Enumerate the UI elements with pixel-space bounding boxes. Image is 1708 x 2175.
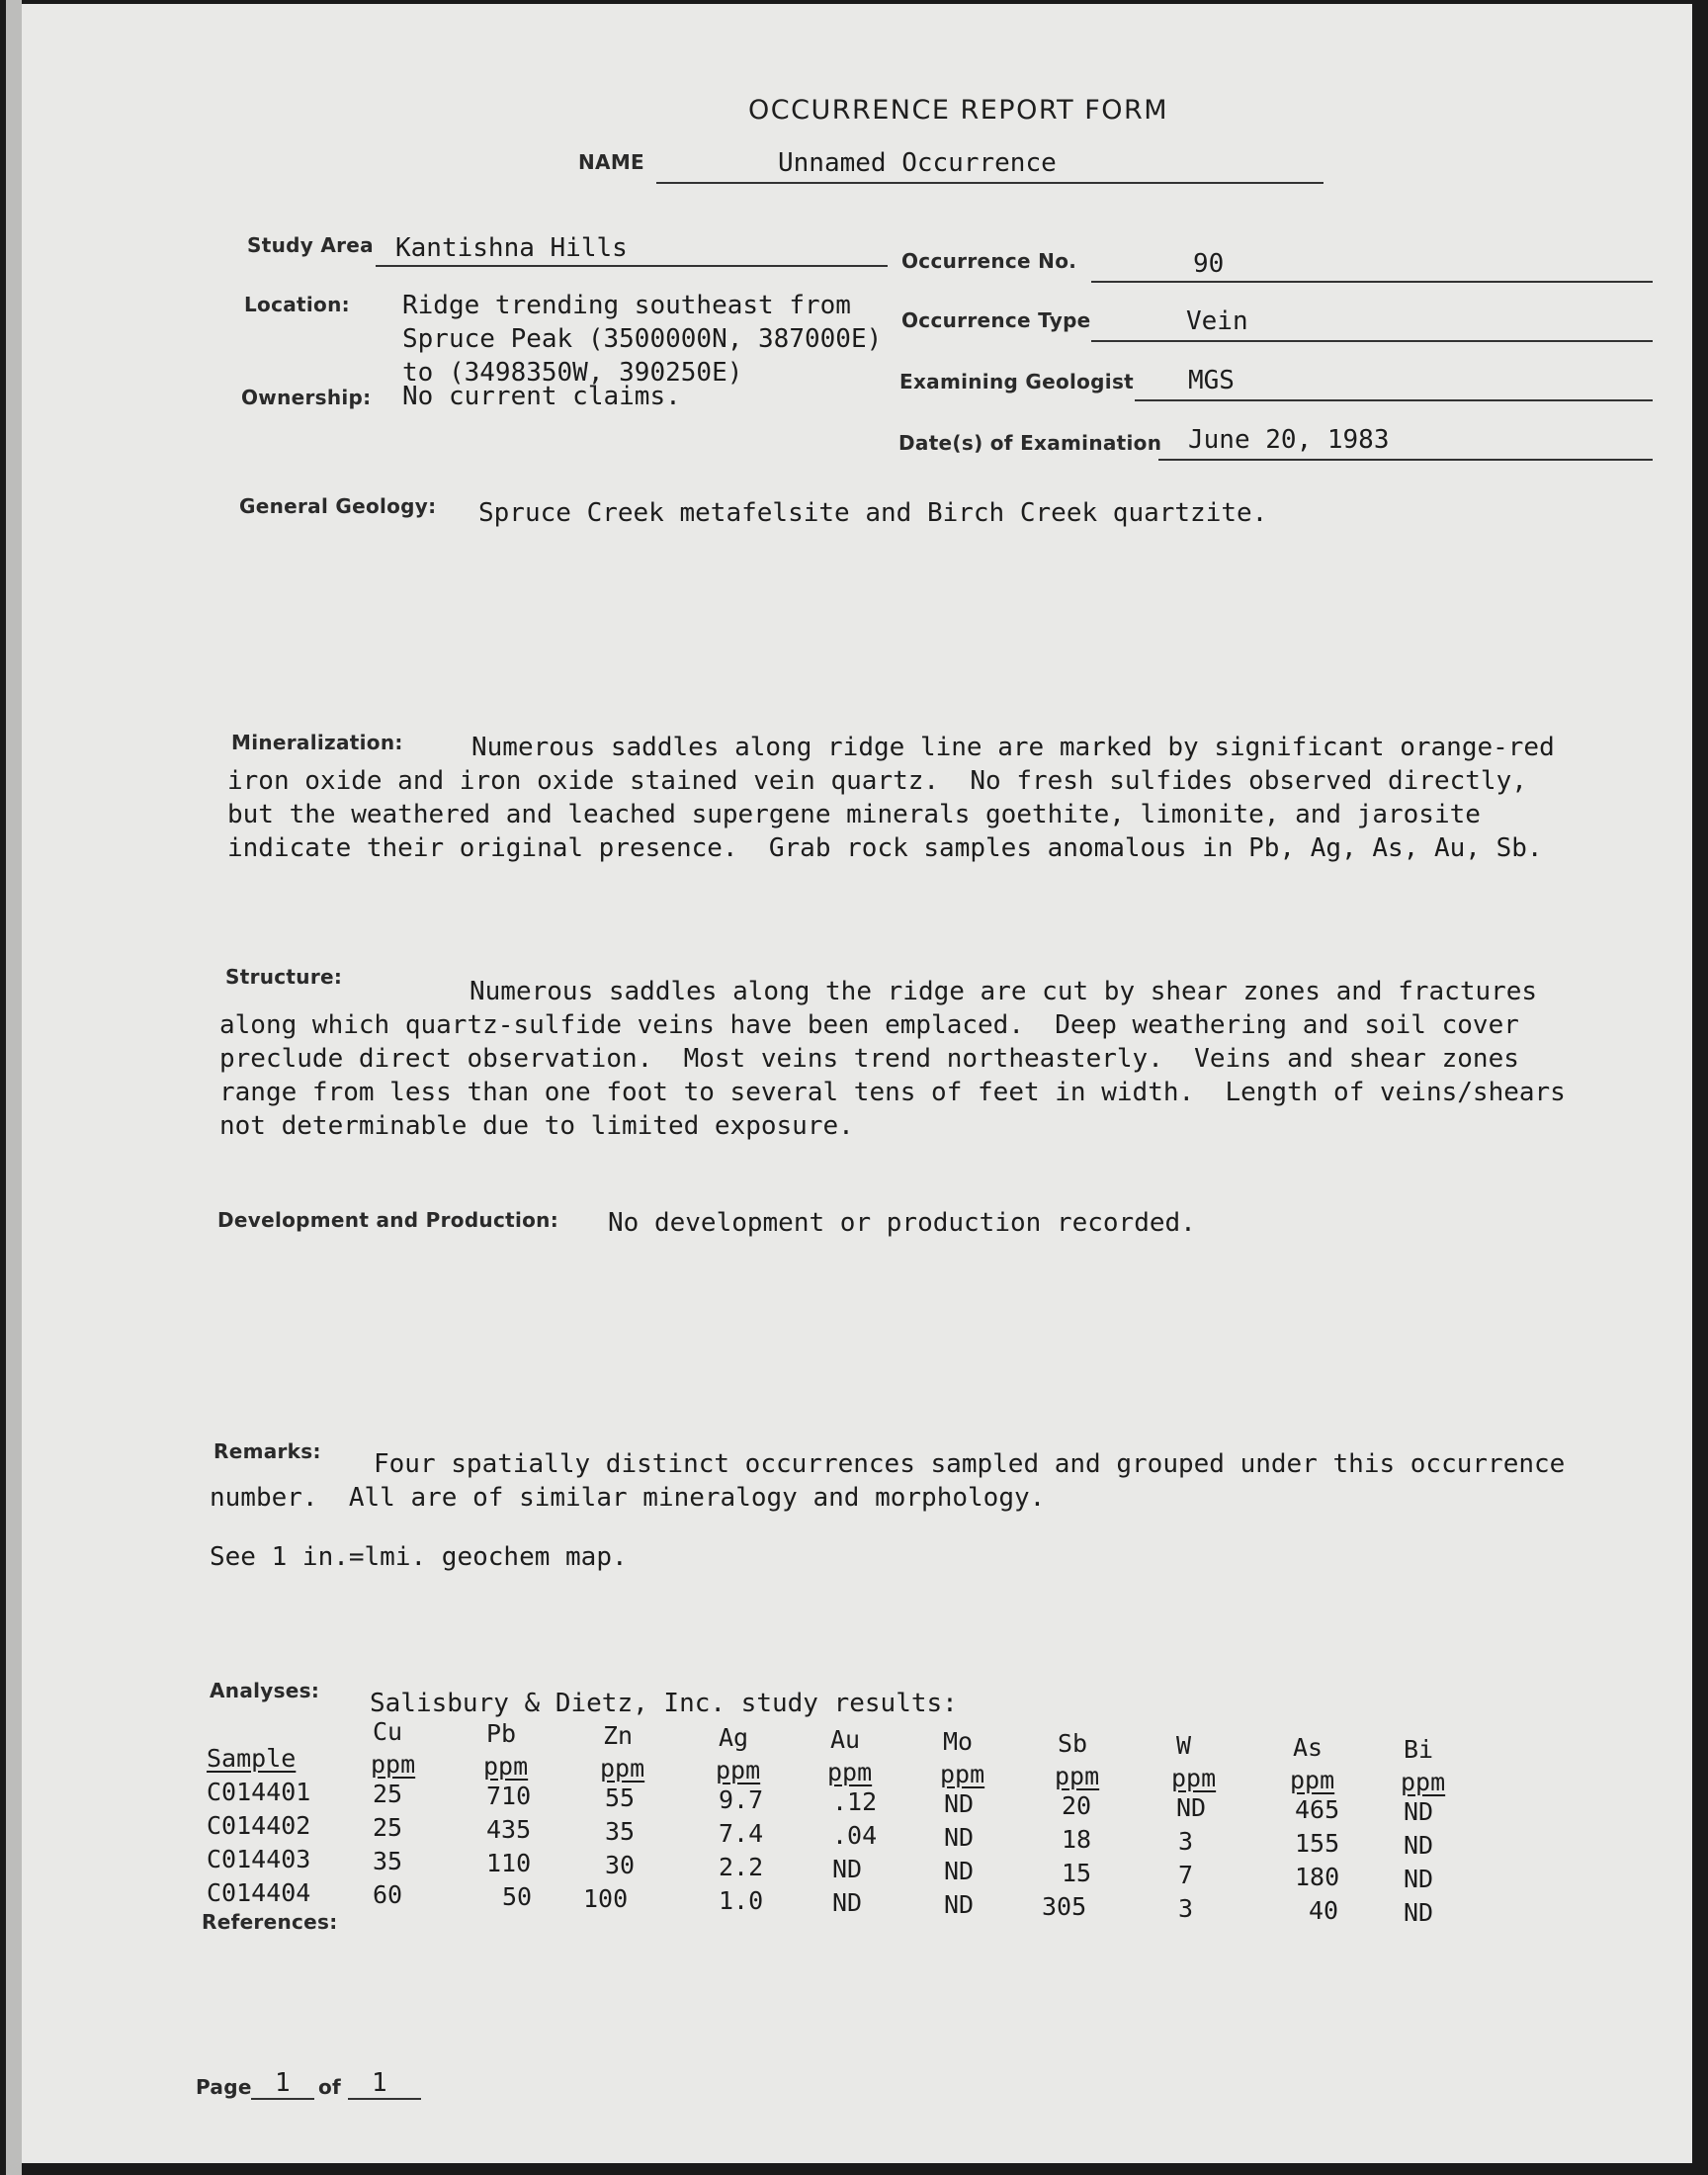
unit-header: ppm <box>940 1760 985 1788</box>
table-cell: 18 <box>1062 1825 1092 1854</box>
unit-header: ppm <box>1055 1762 1100 1790</box>
table-cell: 7.4 <box>719 1819 764 1848</box>
table-cell: 40 <box>1309 1896 1339 1925</box>
table-cell: ND <box>944 1857 975 1885</box>
table-cell: ND <box>832 1855 863 1883</box>
occurrence-type-label: Occurrence Type <box>901 308 1091 332</box>
element-header: Sb <box>1058 1729 1088 1758</box>
occurrence-no-line <box>1091 281 1653 283</box>
development-value: No development or production recorded. <box>608 1208 1196 1238</box>
page-total-line <box>348 2098 421 2100</box>
study-area-value: Kantishna Hills <box>395 233 628 263</box>
table-cell: 1.0 <box>719 1886 764 1915</box>
element-header: Bi <box>1404 1735 1434 1764</box>
table-cell: .04 <box>832 1821 878 1850</box>
table-cell: 435 <box>486 1815 532 1844</box>
element-header: W <box>1176 1731 1192 1760</box>
table-cell: 3 <box>1178 1894 1194 1923</box>
analyses-source: Salisbury & Dietz, Inc. study results: <box>370 1689 958 1718</box>
table-cell: 9.7 <box>719 1785 764 1814</box>
table-cell: 55 <box>605 1784 636 1812</box>
ownership-label: Ownership: <box>241 386 372 409</box>
location-line-1: Ridge trending southeast from <box>402 291 851 320</box>
examining-geologist-label: Examining Geologist <box>899 370 1135 393</box>
unit-header: ppm <box>1171 1764 1217 1792</box>
table-cell: 35 <box>605 1817 636 1846</box>
sample-id: C014404 <box>207 1878 311 1907</box>
remarks-line-2: number. All are of similar mineralogy and morphology. <box>210 1483 1046 1513</box>
scan-left-edge <box>6 0 22 2175</box>
page-number: 1 <box>275 2068 291 2098</box>
occurrence-type-value: Vein <box>1186 306 1248 336</box>
table-cell: 2.2 <box>719 1853 764 1881</box>
table-cell: 180 <box>1295 1863 1340 1891</box>
general-geology-value: Spruce Creek metafelsite and Birch Creek quartzite. <box>478 498 1268 528</box>
structure-line-2: along which quartz-sulfide veins have been emplaced. Deep weathering and soil cover <box>219 1010 1519 1040</box>
table-cell: 155 <box>1295 1829 1340 1858</box>
element-header: Ag <box>719 1723 749 1752</box>
unit-header: ppm <box>371 1750 416 1779</box>
table-cell: 110 <box>486 1849 532 1877</box>
references-label: References: <box>202 1910 338 1934</box>
development-label: Development and Production: <box>217 1208 559 1232</box>
date-of-examination-value: June 20, 1983 <box>1188 425 1390 455</box>
occurrence-no-value: 90 <box>1193 249 1225 279</box>
name-line <box>656 182 1324 184</box>
mineralization-label: Mineralization: <box>231 731 403 754</box>
table-cell: 50 <box>502 1882 533 1911</box>
structure-line-1: Numerous saddles along the ridge are cut by shear zones and fractures <box>470 977 1538 1006</box>
mineralization-line-4: indicate their original presence. Grab rock samples anomalous in Pb, Ag, As, Au, Sb. <box>227 833 1543 863</box>
table-cell: 60 <box>373 1880 403 1909</box>
table-cell: ND <box>1404 1797 1434 1826</box>
location-label: Location: <box>244 293 350 316</box>
element-header: Cu <box>373 1717 403 1746</box>
examining-geologist-value: MGS <box>1188 366 1235 395</box>
table-cell: 465 <box>1295 1795 1340 1824</box>
analyses-label: Analyses: <box>210 1679 320 1702</box>
sample-id: C014401 <box>207 1778 311 1806</box>
table-cell: 25 <box>373 1813 403 1842</box>
study-area-line <box>376 265 888 267</box>
table-cell: 35 <box>373 1847 403 1875</box>
mineralization-line-3: but the weathered and leached supergene minerals goethite, limonite, and jarosite <box>227 800 1481 829</box>
table-cell: .12 <box>832 1787 878 1816</box>
name-value: Unnamed Occurrence <box>778 148 1057 178</box>
location-line-3: to (3498350W, 390250E) <box>402 358 743 388</box>
date-of-examination-label: Date(s) of Examination <box>898 431 1162 455</box>
occurrence-type-line <box>1091 340 1653 342</box>
table-cell: ND <box>944 1890 975 1919</box>
table-cell: 710 <box>486 1782 532 1810</box>
unit-header: ppm <box>716 1756 761 1784</box>
unit-header: ppm <box>1401 1768 1446 1796</box>
sample-id: C014402 <box>207 1811 311 1840</box>
sample-column-header: Sample <box>207 1744 297 1773</box>
table-cell: ND <box>1404 1898 1434 1927</box>
table-cell: 30 <box>605 1851 636 1879</box>
mineralization-line-1: Numerous saddles along ridge line are marked by significant orange-red <box>471 733 1555 762</box>
table-cell: 3 <box>1178 1827 1194 1856</box>
mineralization-line-2: iron oxide and iron oxide stained vein quartz. No fresh sulfides observed directly, <box>227 766 1527 796</box>
structure-line-3: preclude direct observation. Most veins trend northeasterly. Veins and shear zones <box>219 1044 1519 1074</box>
element-header: Pb <box>486 1719 517 1748</box>
remarks-line-1: Four spatially distinct occurrences sampled and grouped under this occurrence <box>374 1449 1566 1479</box>
element-header: Zn <box>603 1721 634 1750</box>
sample-id: C014403 <box>207 1845 311 1873</box>
table-cell: ND <box>1404 1831 1434 1860</box>
remarks-label: Remarks: <box>214 1439 321 1463</box>
element-header: Mo <box>943 1727 974 1756</box>
table-cell: 100 <box>583 1884 629 1913</box>
unit-header: ppm <box>827 1758 873 1786</box>
general-geology-label: General Geology: <box>239 494 437 518</box>
table-cell: ND <box>1404 1865 1434 1893</box>
table-cell: 305 <box>1042 1892 1087 1921</box>
element-header: Au <box>830 1725 861 1754</box>
page-label: Page <box>196 2075 252 2099</box>
structure-line-5: not determinable due to limited exposure. <box>219 1111 854 1141</box>
ownership-value: No current claims. <box>402 382 681 411</box>
structure-line-4: range from less than one foot to several tens of feet in width. Length of veins/shears <box>219 1078 1566 1107</box>
location-line-2: Spruce Peak (3500000N, 387000E) <box>402 324 883 354</box>
examining-geologist-line <box>1135 399 1653 401</box>
page-number-line <box>251 2098 314 2100</box>
form-title: OCCURRENCE REPORT FORM <box>748 95 1169 126</box>
unit-header: ppm <box>483 1752 529 1781</box>
name-label: NAME <box>578 150 644 174</box>
date-of-examination-line <box>1158 459 1653 461</box>
occurrence-no-label: Occurrence No. <box>901 249 1077 273</box>
element-header: As <box>1293 1733 1324 1762</box>
table-cell: ND <box>1176 1793 1207 1822</box>
unit-header: ppm <box>1290 1766 1335 1794</box>
remarks-note: See 1 in.=lmi. geochem map. <box>210 1542 628 1572</box>
table-cell: ND <box>832 1888 863 1917</box>
unit-header: ppm <box>600 1754 645 1783</box>
table-cell: ND <box>944 1789 975 1818</box>
page-total: 1 <box>372 2068 387 2098</box>
report-sheet <box>22 4 1692 2163</box>
table-cell: 7 <box>1178 1861 1194 1889</box>
table-cell: 20 <box>1062 1791 1092 1820</box>
structure-label: Structure: <box>225 965 343 989</box>
table-cell: ND <box>944 1823 975 1852</box>
table-cell: 15 <box>1062 1859 1092 1887</box>
page-of-label: of <box>318 2075 342 2099</box>
study-area-label: Study Area <box>247 233 374 257</box>
table-cell: 25 <box>373 1780 403 1808</box>
